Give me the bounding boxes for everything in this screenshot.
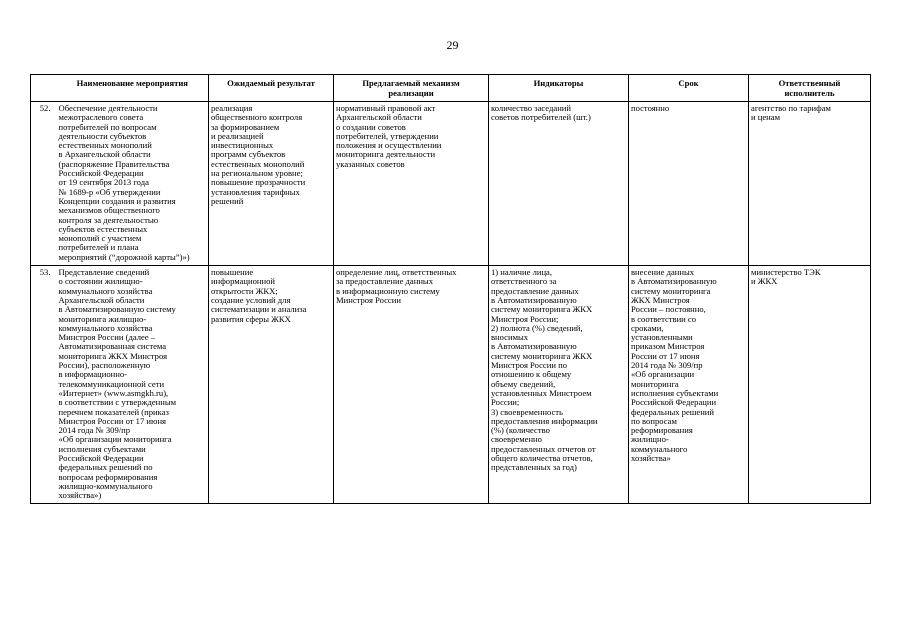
column-header-term: Срок bbox=[629, 75, 749, 102]
column-header-responsible: Ответственный исполнитель bbox=[749, 75, 871, 102]
implementation-mechanism: нормативный правовой акт Архангельской области о создании советов потребителей, утверждении положения и осуществлении мониторинга деятельности указанных советов bbox=[334, 102, 489, 266]
expected-result: реализация общественного контроля за формированием и реализацией инвестиционных программ субъектов естественных монополий на региональном уровне; повышение прозрачности установления тарифных решений bbox=[209, 102, 334, 266]
measures-table bbox=[30, 74, 871, 504]
implementation-mechanism: определение лиц, ответственных за предоставление данных в информационную систему Минстроя России bbox=[334, 266, 489, 504]
table-header-row bbox=[31, 75, 871, 102]
column-header-indicators: Индикаторы bbox=[489, 75, 629, 102]
measure-name: Представление сведений о состоянии жилищно- коммунального хозяйства Архангельской области в Автоматизированную систему мониторинга жилищно- коммунального хозяйства Минстроя России (далее – Автоматизированная система мониторинга ЖКХ Минстроя России), расположенную в информационно- телекоммуникационной сети «Интернет» (www.asmgkh.ru), в соответствии с утвержденным перечнем показателей (приказ Минстроя России от 17 июня 2014 года № 309/пр «Об организации мониторинга исполнения субъектами Российской Федерации федеральных решений по вопросам реформирования жилищно-коммунального хозяйства») bbox=[57, 266, 209, 504]
column-header-mechanism: Предлагаемый механизм реализации bbox=[334, 75, 489, 102]
table-row bbox=[31, 266, 871, 504]
responsible-executor: министерство ТЭК и ЖКХ bbox=[749, 266, 871, 504]
column-header-result: Ожидаемый результат bbox=[209, 75, 334, 102]
column-header-name: Наименование мероприятия bbox=[57, 75, 209, 102]
expected-result: повышение информационной открытости ЖКХ; создание условий для систематизации и анализа развития сферы ЖКХ bbox=[209, 266, 334, 504]
indicators: количество заседаний советов потребителей (шт.) bbox=[489, 102, 629, 266]
table-row bbox=[31, 102, 871, 266]
responsible-executor: агентство по тарифам и ценам bbox=[749, 102, 871, 266]
measure-name: Обеспечение деятельности межотраслевого совета потребителей по вопросам деятельности субъектов естественных монополий в Архангельской области (распоряжение Правительства Российской Федерации от 19 сентября 2013 года № 1689-р «Об утверждении Концепции создания и развития механизмов общественного контроля за деятельностью субъектов естественных монополий с участием потребителей и плана мероприятий (“дорожной карты”)») bbox=[57, 102, 209, 266]
row-number: 52. bbox=[31, 102, 57, 266]
term: внесение данных в Автоматизированную систему мониторинга ЖКХ Минстроя России – постоянно, в соответствии со сроками, установленными приказом Минстроя России от 17 июня 2014 года № 309/пр «Об организации мониторинга исполнения субъектами Российской Федерации федеральных решений по вопросам реформирования жилищно- коммунального хозяйства» bbox=[629, 266, 749, 504]
page-number: 29 bbox=[446, 38, 459, 52]
number-column-header bbox=[31, 75, 57, 102]
indicators: 1) наличие лица, ответственного за предоставление данных в Автоматизированную систему мониторинга ЖКХ Минстроя России; 2) полнота (%) сведений, вносимых в Автоматизированную систему мониторинга ЖКХ Минстроя России по отношению к общему объему сведений, установленных Минстроем России; 3) своевременность предоставления информации (%) (количество своевременно предоставленных отчетов от общего количества отчетов, представленных за год) bbox=[489, 266, 629, 504]
row-number: 53. bbox=[31, 266, 57, 504]
term: постоянно bbox=[629, 102, 749, 266]
